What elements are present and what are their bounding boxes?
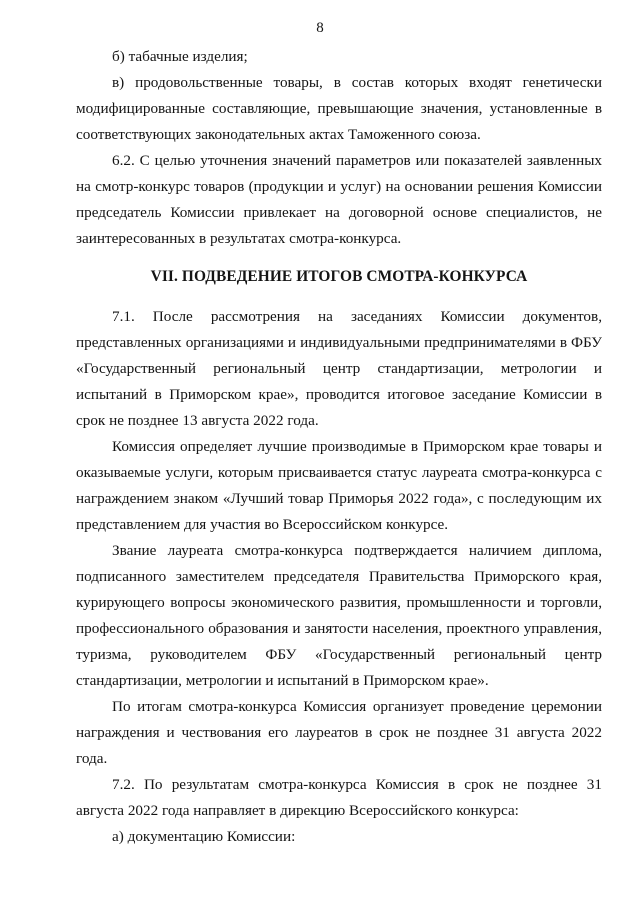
paragraph-ceremony: По итогам смотра-конкурса Комиссия организует проведение церемонии награждения и чествования его лауреатов в срок не позднее 31 августа 2022 года. xyxy=(76,698,602,767)
section-heading: VII. ПОДВЕДЕНИЕ ИТОГОВ СМОТРА-КОНКУРСА xyxy=(150,268,528,285)
paragraph-6-2: 6.2. С целью уточнения значений параметров или показателей заявленных на смотр-конкурс товаров (продукции и услуг) на основании решения Комиссии председатель Комиссии привлекает на договорной основе специалистов, не заинтересованных в результатах смотра-конкурса. xyxy=(76,152,602,247)
list-item-b-tobacco: б) табачные изделия; xyxy=(112,48,248,65)
list-item-v-gmo-food: в) продовольственные товары, в состав которых входят генетически модифицированные составляющие, превышающие значения, установленные в соответствующих законодательных актах Таможенного союза. xyxy=(76,74,602,143)
paragraph-7-2: 7.2. По результатам смотра-конкурса Комиссия в срок не позднее 31 августа 2022 года направляет в дирекцию Всероссийского конкурса: xyxy=(76,776,602,819)
paragraph-7-1: 7.1. После рассмотрения на заседаниях Комиссии документов, представленных организациями и индивидуальными предпринимателями в ФБУ «Государственный региональный центр стандартизации, метрологии и испытаний в Приморском крае», проводится итоговое заседание Комиссии в срок не позднее 13 августа 2022 года. xyxy=(76,308,602,429)
page-number: 8 xyxy=(316,20,324,36)
paragraph-diploma: Звание лауреата смотра-конкурса подтверждается наличием диплома, подписанного заместителем председателя Правительства Приморского края, курирующего вопросы экономического развития, промышленности и торговли, профессионального образования и занятости населения, проектного управления, туризма, руководителем ФБУ «Государственный региональный центр стандартизации, метрологии и испытаний в Приморском крае». xyxy=(76,542,602,689)
document-body xyxy=(76,44,602,850)
paragraph-laureate-status: Комиссия определяет лучшие производимые в Приморском крае товары и оказываемые услуги, которым присваивается статус лауреата смотра-конкурса с награждением знаком «Лучший товар Приморья 2022 года», с последующим их представлением для участия во Всероссийском конкурсе. xyxy=(76,438,602,533)
list-item-a-documentation: а) документацию Комиссии: xyxy=(112,828,296,845)
